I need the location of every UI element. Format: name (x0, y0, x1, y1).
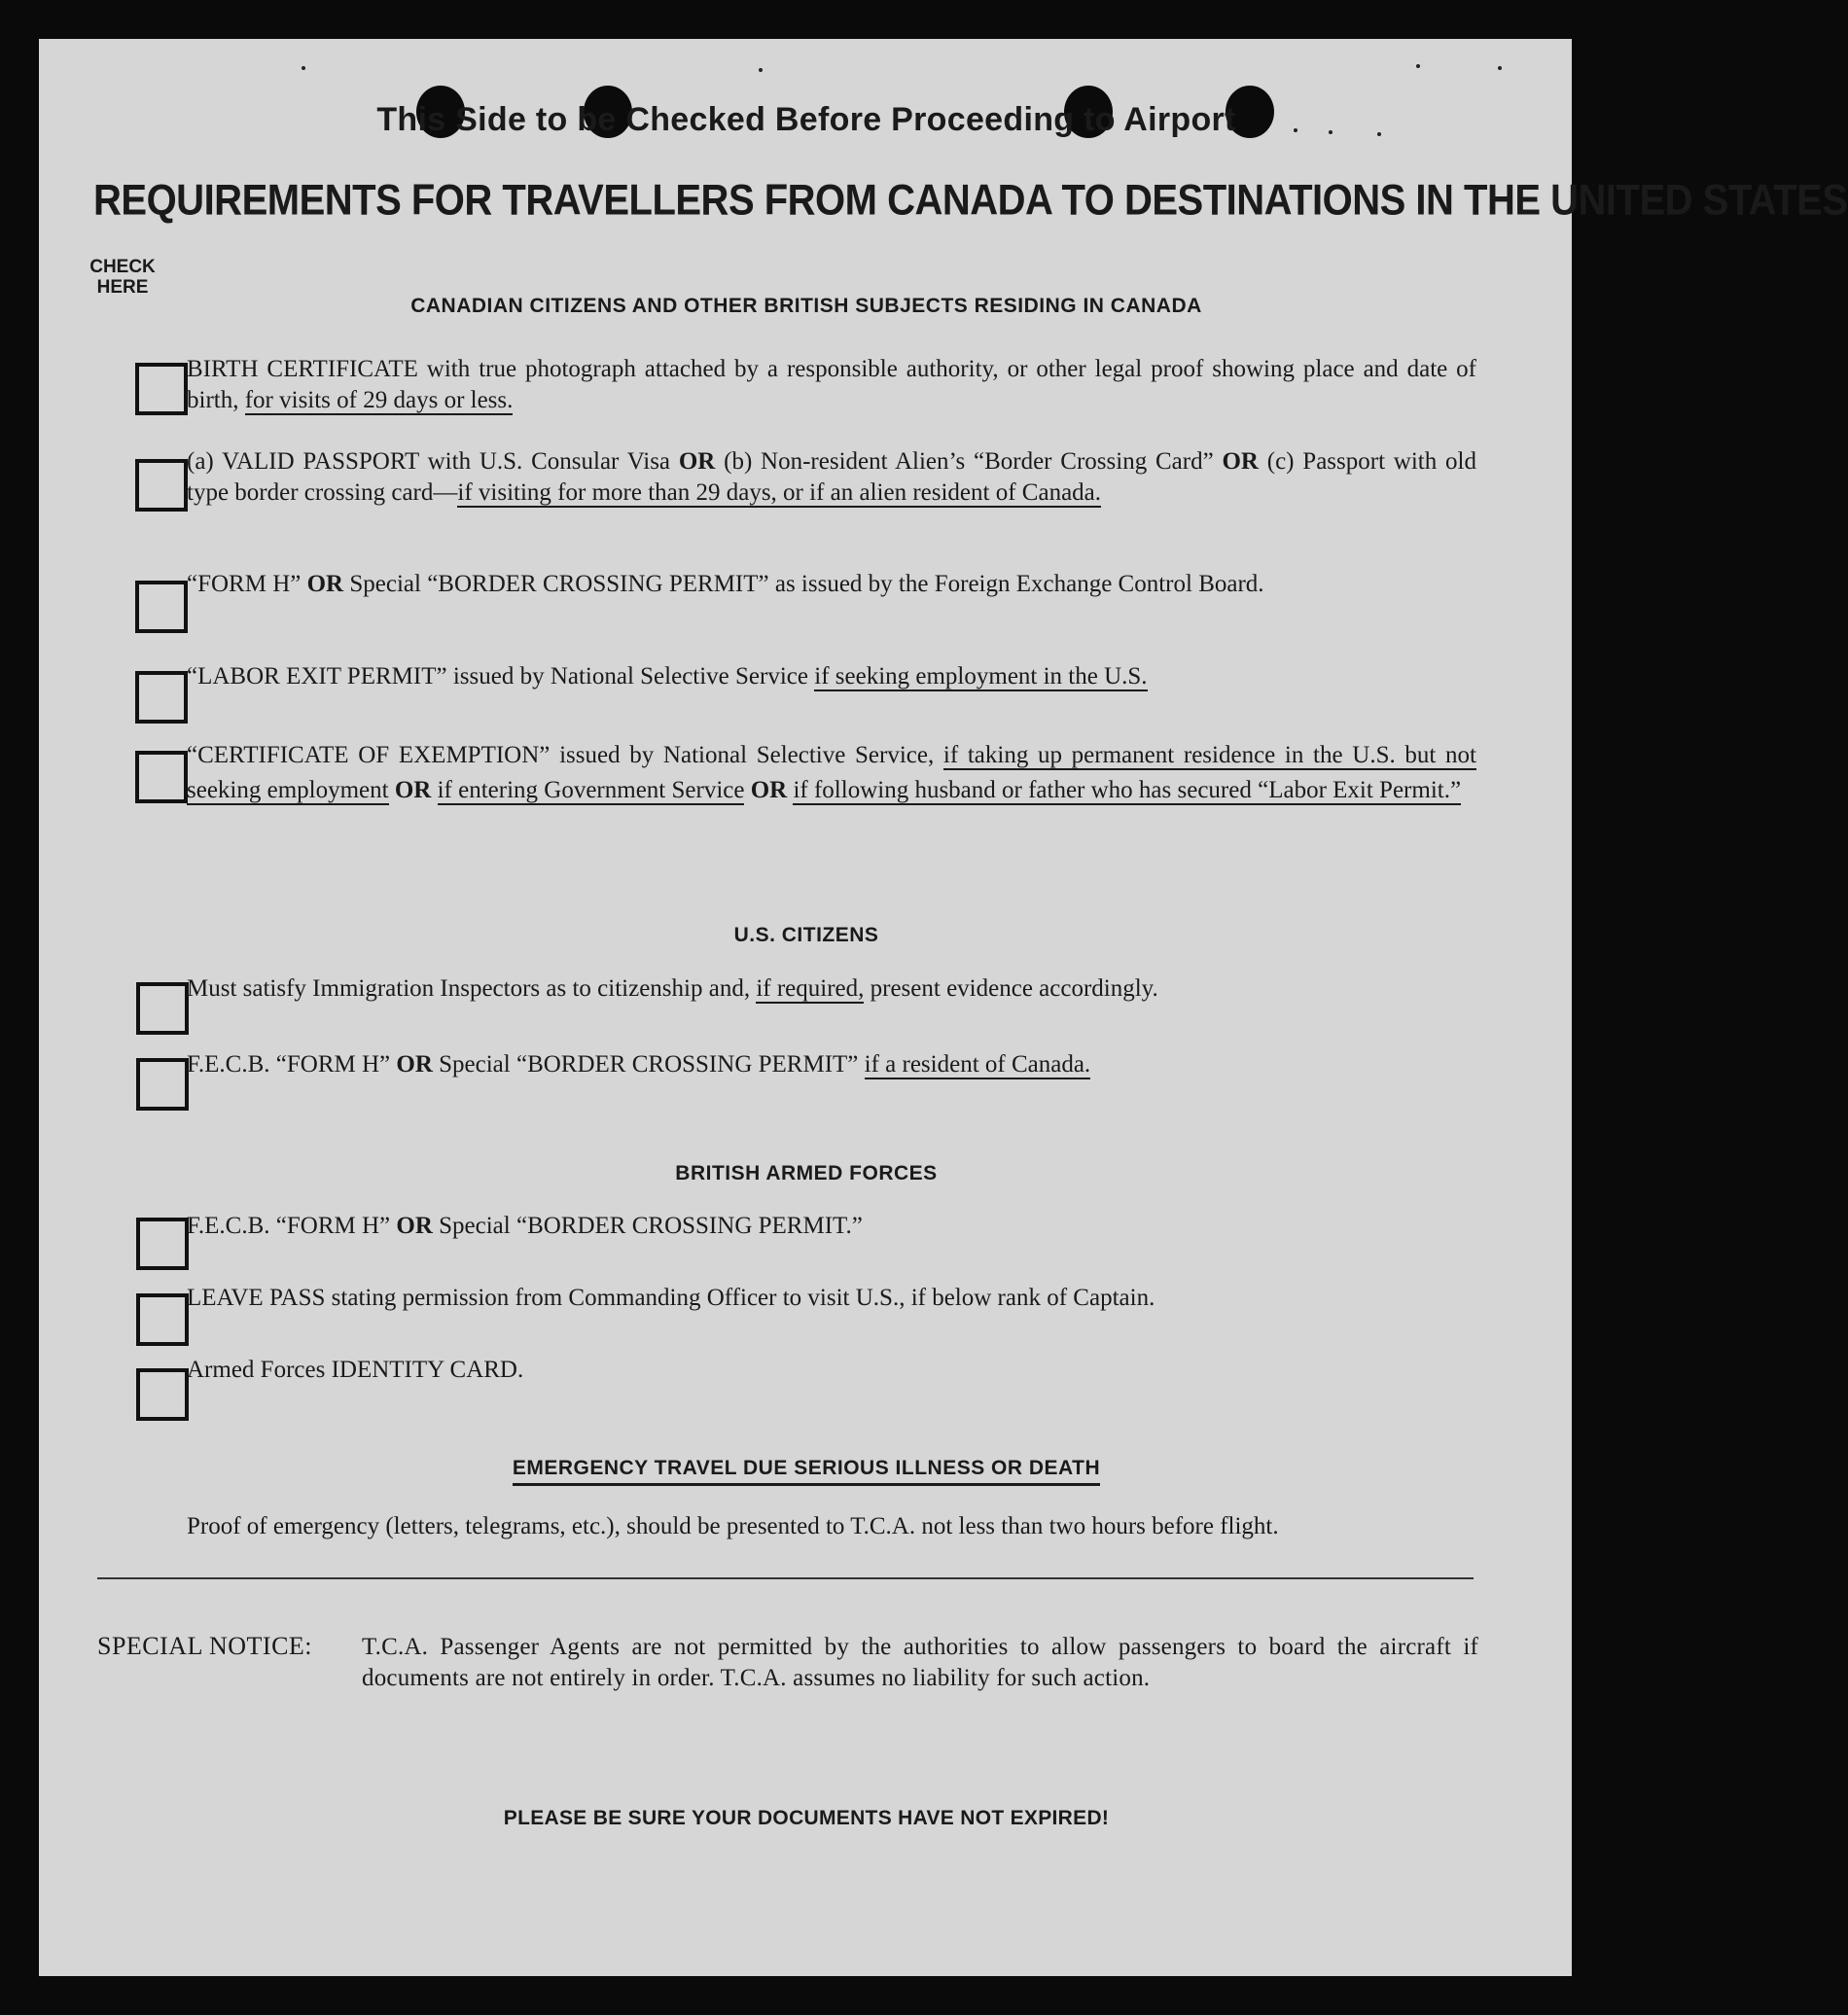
divider (97, 1577, 1474, 1579)
section-heading-british-armed-forces: BRITISH ARMED FORCES (675, 1162, 938, 1184)
text-segment: (a) VALID PASSPORT with U.S. Consular Visa (187, 448, 679, 475)
underlined-condition: for visits of 29 days or less. (244, 387, 514, 413)
underlined-condition: if seeking employment in the U.S. (814, 663, 1148, 689)
speck (302, 66, 305, 70)
requirement-form-h (187, 569, 1476, 600)
text-segment: Special “BORDER CROSSING PERMIT” (432, 1051, 865, 1078)
checkbox-us-citizenship[interactable] (136, 982, 189, 1035)
text-segment: (b) Non-resident Alien’s “Border Crossing Card” (715, 448, 1223, 475)
requirement-leave-pass (187, 1283, 1476, 1314)
checkbox-us-fecb-form-h[interactable] (136, 1058, 189, 1111)
checkbox-labor-exit-permit[interactable] (135, 671, 188, 724)
checkbox-british-fecb-form-h[interactable] (136, 1218, 189, 1270)
underlined-condition: if a resident of Canada. (864, 1051, 1091, 1078)
bold-or: OR (394, 777, 432, 803)
footer-warning: PLEASE BE SURE YOUR DOCUMENTS HAVE NOT EXPIRED! (503, 1807, 1110, 1829)
bold-or: OR (678, 448, 716, 475)
text-segment: “LABOR EXIT PERMIT” issued by National Selective Service (187, 663, 815, 689)
check-here-line1: CHECK (89, 257, 156, 277)
requirement-certificate-exemption (187, 738, 1476, 808)
requirement-us-citizenship (187, 973, 1476, 1005)
requirement-birth-certificate (187, 354, 1476, 416)
top-heading: This Side to be Checked Before Proceeding to Airport (376, 101, 1236, 138)
emergency-text: Proof of emergency (letters, telegrams, etc.), should be presented to T.C.A. not less than two hours before flight. (187, 1513, 1279, 1539)
text-segment: “FORM H” (187, 571, 307, 597)
speck (1498, 66, 1502, 70)
section-heading-canadian: CANADIAN CITIZENS AND OTHER BRITISH SUBJECTS RESIDING IN CANADA (410, 295, 1202, 317)
section-heading-emergency (0, 1457, 1613, 1480)
bold-or: OR (396, 1051, 433, 1078)
check-here-label (84, 257, 161, 298)
text-segment: present evidence accordingly. (864, 975, 1158, 1002)
bold-or: OR (306, 571, 344, 597)
text-segment: Must satisfy Immigration Inspectors as to citizenship and, (187, 975, 757, 1002)
checkbox-valid-passport[interactable] (135, 459, 188, 512)
underlined-condition: if visiting for more than 29 days, or if an alien resident of Canada. (457, 479, 1102, 506)
text-segment: (c) Passport with old type border crossing card— (187, 448, 1476, 506)
underlined-condition: if taking up permanent residence in the U.S. but not seeking employment (187, 742, 1476, 803)
requirement-identity-card (187, 1355, 1476, 1386)
special-notice-text: T.C.A. Passenger Agents are not permitted by the authorities to allow passengers to board the aircraft if documents are not entirely in order. T.C.A. assumes no liability for such action. (362, 1634, 1478, 1691)
checkbox-birth-certificate[interactable] (135, 363, 188, 415)
text-segment: F.E.C.B. “FORM H” (187, 1213, 397, 1239)
checkbox-identity-card[interactable] (136, 1368, 189, 1421)
text-segment (431, 777, 437, 803)
checkbox-form-h[interactable] (135, 581, 188, 633)
text-segment: Special “BORDER CROSSING PERMIT.” (432, 1213, 863, 1239)
requirement-valid-passport (187, 446, 1476, 509)
section-heading-us-citizens: U.S. CITIZENS (733, 924, 879, 946)
underlined-condition: if required, (756, 975, 865, 1002)
requirement-us-fecb-form-h (187, 1049, 1476, 1080)
bold-or: OR (396, 1213, 433, 1239)
text-segment: Special “BORDER CROSSING PERMIT” as issued by the Foreign Exchange Control Board. (343, 571, 1264, 597)
underlined-condition: if following husband or father who has secured “Labor Exit Permit.” (793, 777, 1462, 803)
text-segment: “CERTIFICATE OF EXEMPTION” issued by National Selective Service, (187, 742, 943, 768)
checkbox-leave-pass[interactable] (136, 1293, 189, 1346)
checkbox-certificate-exemption[interactable] (135, 751, 188, 803)
check-here-line2: HERE (96, 277, 149, 298)
speck (759, 68, 763, 72)
bold-or: OR (1222, 448, 1259, 475)
text-segment: LEAVE PASS stating permission from Commanding Officer to visit U.S., if below rank of Captain. (187, 1285, 1155, 1311)
emergency-heading-text: EMERGENCY TRAVEL DUE SERIOUS ILLNESS OR DEATH (513, 1457, 1100, 1486)
page-title: REQUIREMENTS FOR TRAVELLERS FROM CANADA TO DESTINATIONS IN THE UNITED STATES (93, 176, 1848, 225)
bold-or: OR (750, 777, 788, 803)
special-notice-label: SPECIAL NOTICE: (97, 1632, 313, 1660)
text-segment: Armed Forces IDENTITY CARD. (187, 1357, 524, 1383)
requirement-labor-exit-permit (187, 661, 1476, 692)
text-segment: BIRTH CERTIFICATE with true photograph attached by a responsible authority, or other legal proof showing place and date of birth, (187, 356, 1476, 413)
speck (1416, 64, 1420, 68)
text-segment: F.E.C.B. “FORM H” (187, 1051, 397, 1078)
underlined-condition: if entering Government Service (437, 777, 745, 803)
requirement-british-fecb-form-h (187, 1211, 1476, 1242)
